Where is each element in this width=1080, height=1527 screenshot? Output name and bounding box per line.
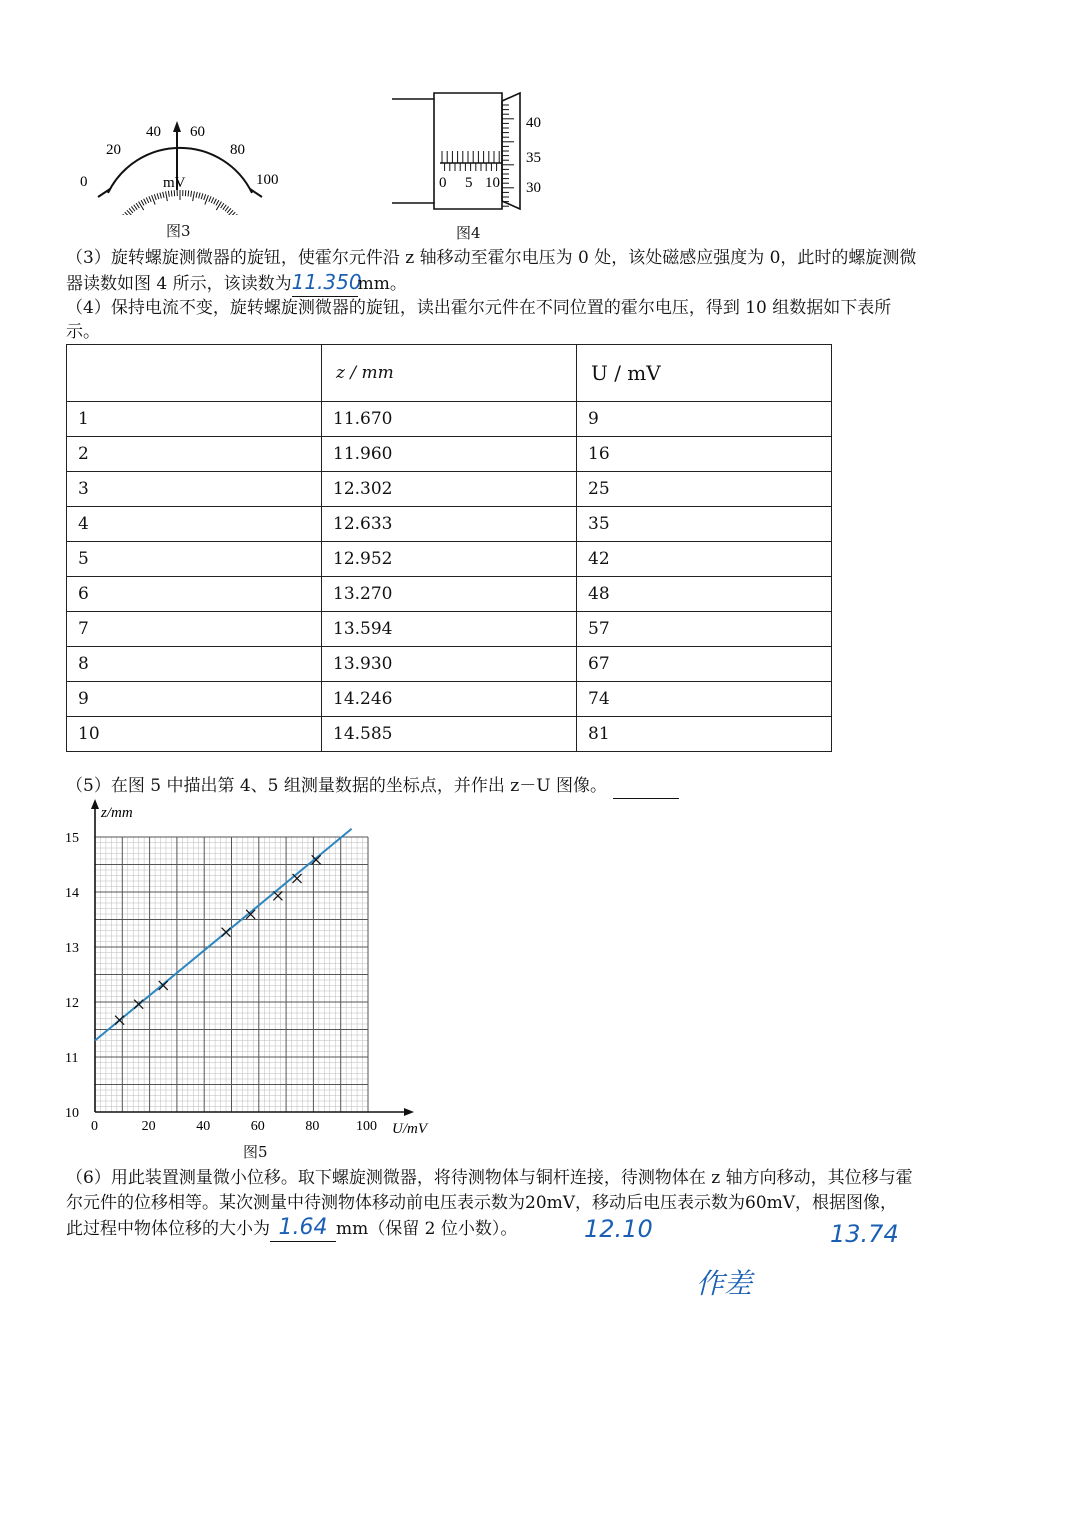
q4-line1: （4）保持电流不变，旋转螺旋测微器的旋钮，读出霍尔元件在不同位置的霍尔电压，得到 10 组数据如下表所 [66, 298, 892, 318]
micrometer-main-scale-ticks [442, 151, 499, 171]
table-cell: 57 [577, 612, 832, 647]
table-header-z: z / mm [322, 345, 577, 402]
meter-tick [149, 196, 151, 202]
table-cell: 14.585 [322, 717, 577, 752]
meter-tick [136, 203, 139, 208]
meter-tick [125, 212, 129, 215]
chart-y-tick-label: 13 [65, 941, 79, 956]
table-row [67, 717, 832, 752]
meter-tick [223, 205, 226, 210]
table-cell: 8 [67, 647, 322, 682]
meter-tick [214, 199, 217, 204]
meter-tick [211, 197, 214, 202]
meter-tick [171, 190, 172, 196]
chart-y-axis-arrow [91, 799, 99, 809]
meter-tick-label-80: 80 [230, 142, 245, 158]
micrometer-thimble-label-30: 30 [526, 180, 541, 196]
meter-tick [209, 196, 211, 202]
table-cell: 5 [67, 542, 322, 577]
chart-y-tick-label: 11 [65, 1051, 79, 1066]
chart-x-tick-label: 40 [196, 1119, 211, 1134]
micrometer-main-label-5: 5 [465, 175, 473, 191]
table-row [67, 472, 832, 507]
chart-x-axis-label: U/mV [392, 1121, 427, 1137]
chart-x-tick-label: 60 [250, 1119, 265, 1134]
meter-tick [188, 190, 189, 196]
fig3-caption: 图3 [166, 222, 191, 240]
table-row [67, 437, 832, 472]
meter-tick [201, 193, 203, 199]
table-cell: 13.594 [322, 612, 577, 647]
micrometer-thimble-label-35: 35 [526, 150, 541, 166]
table-row [67, 507, 832, 542]
chart-y-tick-label: 14 [65, 886, 79, 901]
meter-tick [154, 194, 156, 200]
micrometer-main-label-10: 10 [485, 175, 500, 191]
chart-x-tick-label: 100 [356, 1119, 377, 1134]
meter-tick [231, 212, 235, 215]
millivoltmeter-figure [70, 115, 300, 215]
q6-line2: 尔元件的位移相等。某次测量中待测物体移动前电压表示数为20mV，移动后电压表示数为60mV，根据图像， [66, 1193, 898, 1213]
meter-tick [157, 193, 159, 199]
table-cell: 2 [67, 437, 322, 472]
meter-tick [160, 193, 162, 199]
chart-x-tick-label: 20 [141, 1119, 156, 1134]
table-cell: 1 [67, 402, 322, 437]
q5-answer-blank [613, 774, 679, 799]
chart-y-tick-label: 15 [65, 831, 79, 846]
table-cell: 48 [577, 577, 832, 612]
table-cell: 16 [577, 437, 832, 472]
table-cell: 12.952 [322, 542, 577, 577]
table-row [67, 577, 832, 612]
table-cell: 9 [577, 402, 832, 437]
micrometer-thimble-label-40: 40 [526, 115, 541, 131]
meter-tick [144, 199, 147, 204]
chart-y-axis-label: z/mm [101, 805, 133, 821]
table-row [67, 612, 832, 647]
meter-tick-label-0: 0 [80, 174, 88, 190]
meter-tick [131, 206, 135, 211]
chart-y-tick-label: 10 [65, 1106, 79, 1121]
table-cell: 81 [577, 717, 832, 752]
q3-line2-text: 器读数如图 4 所示，该读数为 [66, 274, 292, 294]
table-cell: 6 [67, 577, 322, 612]
meter-needle-arrow [173, 121, 181, 132]
meter-scale-ticks [117, 190, 243, 215]
table-cell: 74 [577, 682, 832, 717]
chart-major-grid [95, 837, 368, 1112]
meter-tick [166, 191, 168, 201]
q6-unit-note: mm（保留 2 位小数）。 [336, 1219, 518, 1239]
q6-line3 [66, 1216, 517, 1242]
chart-x-tick-labels [91, 1119, 377, 1134]
meter-tick [216, 200, 219, 205]
chart-y-tick-labels [65, 831, 79, 1121]
handwritten-note-13-74: 13.74 [830, 1220, 899, 1248]
table-row [67, 682, 832, 717]
table-row [67, 647, 832, 682]
handwritten-note-12-10: 12.10 [584, 1215, 653, 1243]
table-cell: 9 [67, 682, 322, 717]
z-u-chart [60, 795, 450, 1140]
table-header-u: U / mV [577, 345, 832, 402]
meter-tick-label-60: 60 [190, 124, 205, 140]
q4-line2: 示。 [66, 322, 100, 342]
q3-line1: （3）旋转螺旋测微器的旋钮，使霍尔元件沿 z 轴移动至霍尔电压为 0 处，该处磁感应强度为 0，此时的螺旋测微 [66, 248, 917, 268]
meter-tick-label-100: 100 [256, 172, 279, 188]
meter-tick [227, 208, 231, 213]
table-cell: 12.633 [322, 507, 577, 542]
chart-x-tick-label: 0 [91, 1119, 98, 1134]
q6-handwritten-answer: 1.64 [278, 1215, 328, 1240]
meter-tick [168, 191, 169, 197]
chart-y-tick-label: 12 [65, 996, 79, 1011]
table-cell: 12.302 [322, 472, 577, 507]
meter-tick [141, 200, 144, 205]
table-cell: 67 [577, 647, 832, 682]
data-table [66, 344, 832, 752]
meter-tick [191, 191, 192, 197]
table-cell: 13.270 [322, 577, 577, 612]
meter-tick [134, 205, 137, 210]
micrometer-thimble-ticks [502, 105, 514, 206]
q6-answer-blank [270, 1216, 336, 1242]
chart-x-axis-arrow [404, 1108, 414, 1116]
q5-question: （5）在图 5 中描出第 4、5 组测量数据的坐标点，并作出 z－U 图像。 [66, 776, 607, 796]
q3-line2 [66, 270, 407, 297]
fig5-caption: 图5 [243, 1143, 268, 1161]
q3-unit: mm。 [357, 274, 407, 294]
table-cell: 3 [67, 472, 322, 507]
table-cell: 11.960 [322, 437, 577, 472]
table-row [67, 542, 832, 577]
micrometer-figure [390, 85, 560, 217]
meter-unit-label: mV [163, 175, 186, 191]
table-header-index [67, 345, 322, 402]
micrometer-main-label-0: 0 [439, 175, 447, 191]
meter-tick [221, 203, 224, 208]
meter-tick-label-40: 40 [146, 124, 161, 140]
meter-tick [129, 208, 133, 213]
table-cell: 11.670 [322, 402, 577, 437]
table-cell: 25 [577, 472, 832, 507]
table-cell: 4 [67, 507, 322, 542]
table-cell: 13.930 [322, 647, 577, 682]
table-cell: 42 [577, 542, 832, 577]
meter-tick [196, 192, 197, 198]
chart-data-point [273, 891, 282, 900]
meter-tick [199, 193, 201, 199]
q6-line3-text: 此过程中物体位移的大小为 [66, 1219, 270, 1239]
table-cell: 14.246 [322, 682, 577, 717]
meter-tick [146, 197, 149, 202]
table-row [67, 402, 832, 437]
meter-tick [193, 191, 195, 201]
table-cell: 35 [577, 507, 832, 542]
fig4-caption: 图4 [456, 224, 481, 242]
meter-tick [163, 192, 164, 198]
meter-tick [225, 206, 229, 211]
q3-answer-blank [291, 270, 362, 297]
table-header-row [67, 345, 832, 402]
q3-handwritten-answer: 11.350 [291, 270, 362, 294]
handwritten-note-subtract: 作差 [696, 1267, 753, 1300]
meter-tick-label-20: 20 [106, 142, 121, 158]
table-cell: 7 [67, 612, 322, 647]
chart-x-tick-label: 80 [305, 1119, 320, 1134]
meter-tick [204, 194, 206, 200]
table-cell: 10 [67, 717, 322, 752]
q6-line1: （6）用此装置测量微小位移。取下螺旋测微器，将待测物体与铜杆连接，待测物体在 z 轴方向移动，其位移与霍 [66, 1168, 913, 1188]
